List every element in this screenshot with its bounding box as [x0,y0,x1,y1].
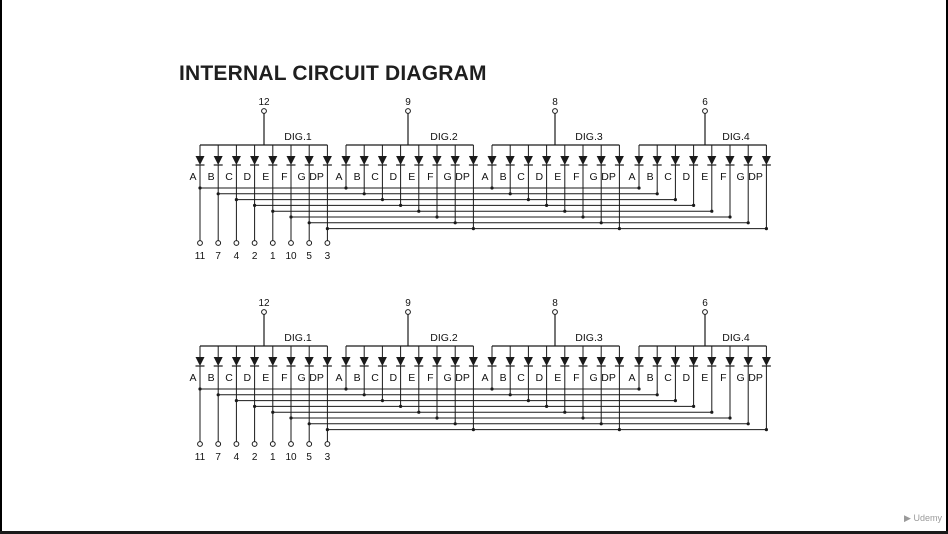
diode-icon [579,357,588,366]
segment-label: A [335,171,343,183]
diode-icon [671,357,680,366]
common-pin-terminal [553,109,558,114]
segment-label: C [371,372,379,384]
diode-icon [378,357,387,366]
common-pin-terminal [262,109,267,114]
diode-icon [542,357,551,366]
segment-label: G [297,171,306,183]
diode-icon [250,357,259,366]
diode-icon [524,156,533,165]
common-pin-terminal [406,109,411,114]
common-pin-number: 12 [258,298,270,309]
diode-icon [726,357,735,366]
segment-label: D [389,372,398,384]
segment-label: F [573,171,580,183]
diode-icon [488,156,497,165]
diode-icon [451,156,460,165]
segment-label: E [701,171,709,183]
diode-icon [469,156,478,165]
segment-label: F [427,171,434,183]
diode-icon [378,156,387,165]
diode-icon [762,156,771,165]
play-logo-icon: ▶ [904,513,911,523]
diode-icon [323,156,332,165]
diode-icon [433,357,442,366]
segment-pin-terminal [234,241,239,246]
segment-pin-terminal [216,442,221,447]
diode-icon [323,357,332,366]
diode-icon [707,156,716,165]
common-pin-number: 9 [405,298,411,309]
segment-label: E [554,372,562,384]
segment-label: C [371,171,379,183]
segment-pin-terminal [216,241,221,246]
digit-label: DIG.1 [284,131,312,143]
circuit-diagram-1 [189,97,770,262]
diode-icon [305,357,314,366]
segment-label: DP [309,171,324,183]
diode-icon [653,357,662,366]
diode-icon [689,156,698,165]
segment-pin-number: 7 [215,452,221,463]
segment-pin-number: 10 [285,452,297,463]
digit-label: DIG.3 [575,131,603,143]
diode-icon [506,156,515,165]
segment-label: DP [455,171,470,183]
segment-pin-terminal [270,442,275,447]
segment-label: D [535,171,544,183]
digit-label: DIG.1 [284,332,312,344]
segment-pin-terminal [289,241,294,246]
segment-pin-terminal [234,442,239,447]
diode-icon [214,156,223,165]
digit-label: DIG.2 [430,332,458,344]
segment-label: A [481,372,489,384]
segment-pin-number: 3 [324,452,331,463]
segment-label: G [297,372,306,384]
segment-pin-number: 10 [285,251,297,262]
segment-label: F [720,372,727,384]
common-pin-terminal [262,310,267,315]
diode-icon [232,357,241,366]
segment-label: E [262,372,270,384]
segment-label: E [408,171,416,183]
diode-icon [653,156,662,165]
segment-label: E [701,372,709,384]
digit-label: DIG.4 [722,131,750,143]
diode-icon [250,156,259,165]
diode-icon [433,156,442,165]
common-pin-number: 6 [702,298,708,309]
diode-icon [635,156,644,165]
diode-icon [214,357,223,366]
diode-icon [744,156,753,165]
segment-pin-number: 11 [194,452,206,463]
segment-pin-number: 5 [306,452,312,463]
diode-icon [671,156,680,165]
diode-icon [196,357,205,366]
segment-pin-terminal [198,442,203,447]
segment-label: F [573,372,580,384]
common-pin-number: 8 [552,97,558,108]
segment-pin-terminal [307,442,312,447]
segment-label: D [682,171,691,183]
segment-pin-number: 4 [233,251,240,262]
segment-label: DP [601,171,616,183]
diode-icon [597,357,606,366]
segment-label: DP [455,372,470,384]
segment-label: G [589,372,598,384]
segment-label: C [225,171,233,183]
diode-icon [542,156,551,165]
diode-icon [287,357,296,366]
watermark-text: Udemy [913,513,942,523]
segment-label: G [589,171,598,183]
segment-label: D [243,171,252,183]
diode-icon [342,156,351,165]
segment-label: D [243,372,252,384]
segment-label: F [281,372,288,384]
common-pin-terminal [553,310,558,315]
segment-label: G [443,372,452,384]
segment-label: A [335,372,343,384]
digit-label: DIG.2 [430,131,458,143]
segment-pin-number: 2 [251,452,258,463]
diode-icon [560,357,569,366]
segment-label: DP [601,372,616,384]
diode-icon [305,156,314,165]
diode-icon [762,357,771,366]
common-pin-terminal [703,310,708,315]
segment-pin-terminal [325,241,330,246]
common-pin-number: 8 [552,298,558,309]
diode-icon [287,156,296,165]
segment-label: G [736,372,745,384]
segment-label: DP [748,372,763,384]
segment-label: F [720,171,727,183]
diode-icon [232,156,241,165]
segment-label: C [664,171,672,183]
segment-pin-number: 5 [306,251,312,262]
segment-label: F [281,171,288,183]
segment-pin-number: 2 [251,251,258,262]
segment-label: G [736,171,745,183]
segment-pin-number: 1 [270,452,276,463]
diode-icon [579,156,588,165]
diode-icon [726,156,735,165]
segment-pin-terminal [325,442,330,447]
diode-icon [196,156,205,165]
segment-pin-terminal [307,241,312,246]
common-pin-number: 6 [702,97,708,108]
diode-icon [744,357,753,366]
segment-label: B [353,372,361,384]
diode-icon [360,156,369,165]
segment-label: A [628,372,636,384]
common-pin-terminal [703,109,708,114]
diode-icon [635,357,644,366]
segment-label: A [189,372,197,384]
diode-icon [506,357,515,366]
diode-icon [396,357,405,366]
segment-label: E [262,171,270,183]
segment-pin-number: 3 [324,251,331,262]
common-pin-number: 12 [258,97,270,108]
diode-icon [560,156,569,165]
segment-label: DP [309,372,324,384]
segment-pin-number: 4 [233,452,240,463]
diode-icon [469,357,478,366]
digit-label: DIG.3 [575,332,603,344]
segment-label: C [517,171,525,183]
diode-icon [268,156,277,165]
diode-icon [488,357,497,366]
diode-icon [689,357,698,366]
udemy-watermark [904,513,942,524]
segment-label: D [682,372,691,384]
segment-label: G [443,171,452,183]
diode-icon [342,357,351,366]
diode-icon [396,156,405,165]
segment-label: C [225,372,233,384]
segment-label: E [408,372,416,384]
diode-icon [707,357,716,366]
segment-label: D [389,171,398,183]
segment-label: D [535,372,544,384]
circuit-diagram-2 [189,298,770,463]
diode-icon [615,156,624,165]
digit-label: DIG.4 [722,332,750,344]
segment-pin-terminal [289,442,294,447]
diode-icon [524,357,533,366]
diode-icon [414,357,423,366]
segment-pin-number: 7 [215,251,221,262]
segment-label: C [664,372,672,384]
segment-label: B [207,372,215,384]
segment-label: C [517,372,525,384]
segment-label: DP [748,171,763,183]
segment-label: F [427,372,434,384]
diode-icon [268,357,277,366]
diode-icon [360,357,369,366]
diode-icon [451,357,460,366]
segment-pin-number: 1 [270,251,276,262]
segment-label: B [207,171,215,183]
segment-label: B [646,372,654,384]
segment-label: A [628,171,636,183]
diode-icon [615,357,624,366]
segment-label: B [353,171,361,183]
common-pin-terminal [406,310,411,315]
segment-pin-terminal [252,442,257,447]
segment-label: B [646,171,654,183]
segment-pin-terminal [198,241,203,246]
segment-label: B [499,171,507,183]
common-pin-number: 9 [405,97,411,108]
diode-icon [414,156,423,165]
segment-pin-terminal [252,241,257,246]
segment-label: E [554,171,562,183]
diode-icon [597,156,606,165]
segment-pin-number: 11 [194,251,206,262]
segment-label: A [189,171,197,183]
page-title: INTERNAL CIRCUIT DIAGRAM [179,62,487,85]
segment-label: B [499,372,507,384]
segment-label: A [481,171,489,183]
segment-pin-terminal [270,241,275,246]
